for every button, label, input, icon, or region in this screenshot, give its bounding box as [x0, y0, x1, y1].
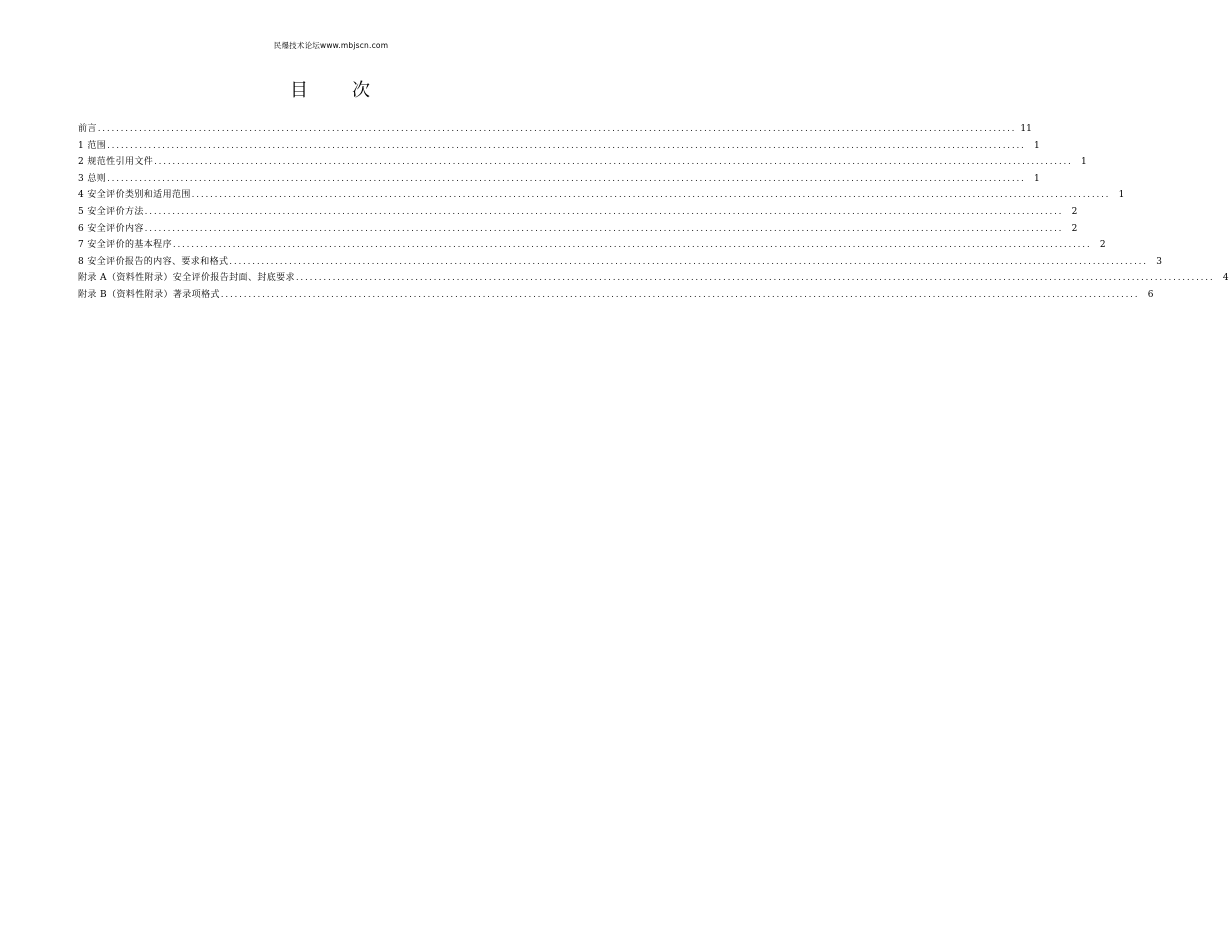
toc-leader-dots: ........................................................................................................................................................................................................	[229, 256, 1148, 266]
title-char-1: 目	[290, 80, 310, 101]
toc-entry[interactable]	[78, 171, 1040, 188]
toc-leader-dots: ........................................................................................................................................................................................................	[173, 240, 1092, 250]
toc-entry-label: 4 安全评价类别和适用范围	[78, 190, 191, 201]
toc-entry-label: 6 安全评价内容	[78, 223, 144, 234]
toc-entry-page: 1	[1034, 140, 1040, 151]
toc-entry-page: 2	[1071, 206, 1078, 217]
toc-entry[interactable]	[78, 270, 1229, 287]
toc-entry[interactable]	[78, 221, 1078, 238]
toc-entry[interactable]	[78, 138, 1040, 155]
toc-leader-dots: ........................................................................................................................................................................................................	[107, 140, 1026, 150]
page-title	[0, 76, 662, 102]
toc-entry-label: 前言	[78, 124, 97, 134]
toc-entry-page: 2	[1099, 240, 1106, 251]
toc-entry-label: 2 规范性引用文件	[78, 157, 154, 168]
toc-leader-dots: ........................................................................................................................................................................................................	[220, 289, 1140, 299]
toc-entry-page: 2	[1071, 223, 1078, 234]
toc-entry[interactable]	[78, 204, 1078, 221]
toc-leader-dots: ........................................................................................................................................................................................................	[144, 206, 1064, 216]
toc-entry-label: 5 安全评价方法	[78, 206, 144, 217]
toc-entry[interactable]	[78, 187, 1125, 204]
toc-entry[interactable]	[78, 154, 1087, 171]
toc-leader-dots: ........................................................................................................................................................................................................	[97, 124, 1017, 133]
toc-entry-page: 1	[1034, 173, 1040, 184]
toc-leader-dots: ........................................................................................................................................................................................................	[154, 157, 1073, 167]
toc-entry[interactable]	[78, 237, 1106, 254]
toc-leader-dots: ........................................................................................................................................................................................................	[295, 273, 1215, 283]
page-header: 民爆技术论坛www.mbjscn.com	[273, 41, 389, 50]
toc-entry-label: 附录 A（资料性附录）安全评价报告封面、封底要求	[78, 273, 295, 284]
table-of-contents	[78, 121, 1229, 304]
toc-entry-page: 6	[1147, 289, 1154, 300]
toc-entry-page: 3	[1156, 256, 1162, 267]
toc-entry-page: 1	[1118, 190, 1125, 201]
toc-entry-label: 1 范围	[78, 140, 107, 151]
toc-entry-label: 8 安全评价报告的内容、要求和格式	[78, 256, 229, 267]
toc-entry-label: 3 总则	[78, 173, 107, 184]
title-char-2: 次	[352, 80, 372, 101]
toc-leader-dots: ........................................................................................................................................................................................................	[144, 223, 1064, 233]
toc-entry-page: 1	[1081, 157, 1087, 168]
toc-leader-dots: ........................................................................................................................................................................................................	[191, 190, 1111, 200]
toc-entry[interactable]	[78, 254, 1162, 271]
toc-entry-label: 7 安全评价的基本程序	[78, 240, 172, 251]
toc-entry-page: 11	[1020, 124, 1032, 134]
toc-entry-page: 4	[1222, 273, 1229, 284]
toc-entry-label: 附录 B（资料性附录）著录项格式	[78, 289, 220, 300]
toc-leader-dots: ........................................................................................................................................................................................................	[107, 173, 1026, 183]
toc-entry[interactable]	[78, 121, 1032, 138]
toc-entry[interactable]	[78, 287, 1154, 304]
